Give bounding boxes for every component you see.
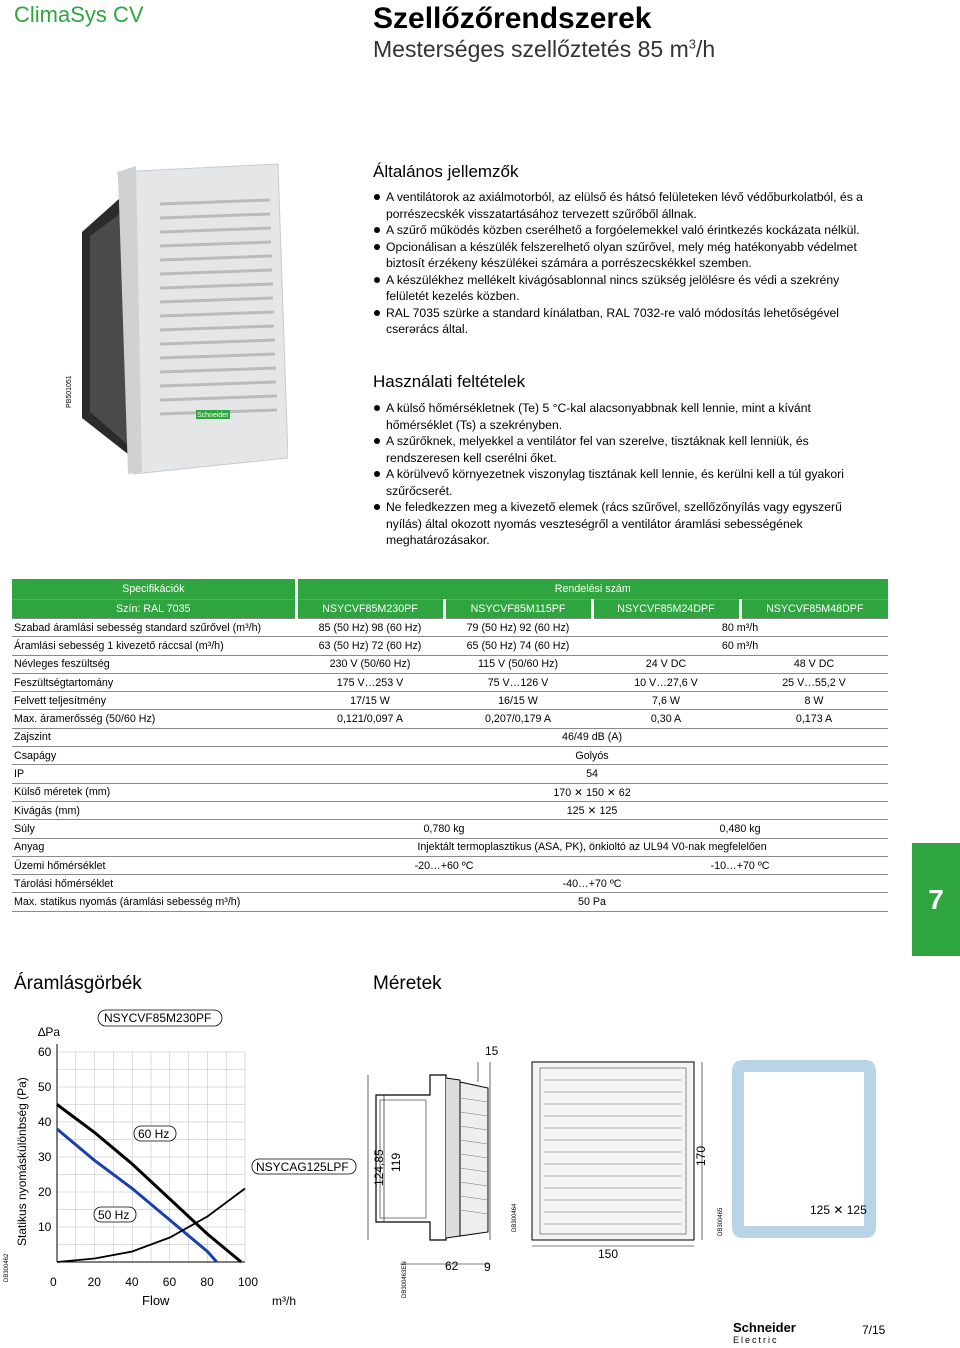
front-view-drawing xyxy=(532,1062,702,1246)
table-row xyxy=(12,856,888,874)
table-row xyxy=(12,637,888,655)
dim-62: 62 xyxy=(445,1259,459,1273)
dim-9: 9 xyxy=(484,1260,491,1274)
row-value: 79 (50 Hz) 92 (60 Hz) xyxy=(444,619,592,637)
table-row xyxy=(12,619,888,637)
row-value: 17/15 W xyxy=(296,692,444,710)
dim-15: 15 xyxy=(485,1044,499,1058)
footer-logo: Schneider Electric xyxy=(733,1320,796,1345)
side-view-drawing xyxy=(368,1062,490,1264)
label-50hz: 50 Hz xyxy=(98,1208,130,1222)
list-item: A ventilátorok az axiálmotorból, az elülső és hátsó felületeken lévő védőburkolatból, és a porrészecskék visszatartásához tervezett szűrőből állnak. xyxy=(373,189,873,222)
row-value: 0,30 A xyxy=(592,710,740,728)
row-label: Külső méretek (mm) xyxy=(12,783,296,801)
page-number: 7/15 xyxy=(862,1323,886,1337)
y-tick-label: 20 xyxy=(38,1185,52,1199)
chart-ref: DB300462 xyxy=(4,1253,10,1282)
row-label: Feszültségtartomány xyxy=(12,673,296,691)
row-label: Max. áramerősség (50/60 Hz) xyxy=(12,710,296,728)
table-row xyxy=(12,783,888,801)
row-value: 75 V…126 V xyxy=(444,673,592,691)
y-tick-label: 30 xyxy=(38,1150,52,1164)
row-value: 0,121/0,097 A xyxy=(296,710,444,728)
list-item: A szűrő működés közben cserélhető a forgóelemekkel való érintkezés kockázata nélkül. xyxy=(373,222,873,239)
model-header: NSYCVF85M48DPF xyxy=(740,600,888,619)
row-value: -40…+70 ºC xyxy=(296,875,888,893)
y-tick-label: 50 xyxy=(38,1080,52,1094)
curves-heading: Áramlásgörbék xyxy=(14,973,142,994)
dim-150: 150 xyxy=(598,1247,619,1261)
section-tab: 7 xyxy=(912,843,960,956)
x-unit: m³/h xyxy=(272,1294,296,1308)
table-row xyxy=(12,673,888,691)
row-value: 24 V DC xyxy=(592,655,740,673)
row-value: 0,780 kg xyxy=(296,820,592,838)
table-row xyxy=(12,838,888,856)
row-value: 125 ✕ 125 xyxy=(296,801,888,819)
general-heading: Általános jellemzők xyxy=(373,162,519,181)
y-tick-label: 60 xyxy=(38,1045,52,1059)
table-row xyxy=(12,820,888,838)
label-60hz: 60 Hz xyxy=(138,1127,170,1141)
table-row xyxy=(12,728,888,746)
model-tag: NSYCVF85M230PF xyxy=(104,1011,212,1025)
dim-ref-1: DB300463EN xyxy=(402,1261,408,1298)
row-value: 115 V (50/60 Hz) xyxy=(444,655,592,673)
row-value: 7,6 W xyxy=(592,692,740,710)
row-value: -10…+70 ºC xyxy=(592,856,888,874)
row-label: Szabad áramlási sebesség standard szűrővel (m³/h) xyxy=(12,619,296,637)
row-value: 0,173 A xyxy=(740,710,888,728)
row-label: IP xyxy=(12,765,296,783)
row-label: Zajszint xyxy=(12,728,296,746)
row-value: 175 V…253 V xyxy=(296,673,444,691)
row-label: Üzemi hőmérséklet xyxy=(12,856,296,874)
list-item: Opcionálisan a készülék felszerelhető olyan szűrővel, mely még hatékonyabb védelmet biztosít érzékeny készülékei számára a porrészecskékkel szemben. xyxy=(373,239,873,272)
table-row xyxy=(12,801,888,819)
order-header: Rendelési szám xyxy=(296,579,888,600)
table-row xyxy=(12,692,888,710)
row-value: 63 (50 Hz) 72 (60 Hz) xyxy=(296,637,444,655)
row-value: 48 V DC xyxy=(740,655,888,673)
model-header: NSYCVF85M115PF xyxy=(444,600,592,619)
row-value: 0,480 kg xyxy=(592,820,888,838)
dim-ref-3: DB300465 xyxy=(718,1207,724,1236)
color-label: Szín: RAL 7035 xyxy=(12,600,296,619)
general-list xyxy=(373,189,873,338)
row-value: 85 (50 Hz) 98 (60 Hz) xyxy=(296,619,444,637)
x-tick-label: 40 xyxy=(125,1275,139,1289)
row-value: 25 V…55,2 V xyxy=(740,673,888,691)
photo-ref: PB501051 xyxy=(66,375,73,408)
product-logo: Schneider xyxy=(197,412,229,419)
row-label: Csapágy xyxy=(12,747,296,765)
row-value: -20…+60 ºC xyxy=(296,856,592,874)
row-label: Kivágás (mm) xyxy=(12,801,296,819)
row-label: Áramlási sebesség 1 kivezető ráccsal (m³/h) xyxy=(12,637,296,655)
model-header: NSYCVF85M230PF xyxy=(296,600,444,619)
row-label: Anyag xyxy=(12,838,296,856)
row-value: 65 (50 Hz) 74 (60 Hz) xyxy=(444,637,592,655)
list-item: A készülékhez mellékelt kivágósablonnal nincs szükség jelölésre és védi a szekrény felületét kezelés közben. xyxy=(373,272,873,305)
table-row xyxy=(12,765,888,783)
spec-header: Specifikációk xyxy=(12,579,296,600)
x-tick-label: 20 xyxy=(87,1275,101,1289)
row-label: Tárolási hőmérséklet xyxy=(12,875,296,893)
row-label: Max. statikus nyomás (áramlási sebesség m³/h) xyxy=(12,893,296,911)
table-row xyxy=(12,710,888,728)
row-value: 170 ✕ 150 ✕ 62 xyxy=(296,783,888,801)
x-label: Flow xyxy=(142,1293,170,1308)
row-value: 8 W xyxy=(740,692,888,710)
table-row xyxy=(12,893,888,911)
row-value: Injektált termoplasztikus (ASA, PK), önkioltó az UL94 V0-nak megfelelően xyxy=(296,838,888,856)
row-label: Névleges feszültség xyxy=(12,655,296,673)
y-tick-label: 10 xyxy=(38,1220,52,1234)
list-item: A külső hőmérsékletnek (Te) 5 °C-kal alacsonyabbnak kell lennie, mint a kívánt hőmérséklet (Ts) a szekrényben. xyxy=(373,400,873,433)
label-grid: NSYCAG125LPF xyxy=(256,1160,349,1174)
y-label: Statikus nyomáskülönbség (Pa) xyxy=(15,1077,29,1246)
dims-heading: Méretek xyxy=(373,973,442,994)
row-value: 10 V…27,6 V xyxy=(592,673,740,691)
row-value: 50 Pa xyxy=(296,893,888,911)
row-value: 16/15 W xyxy=(444,692,592,710)
series-line xyxy=(57,1129,217,1262)
row-value: 0,207/0,179 A xyxy=(444,710,592,728)
row-value: 80 m³/h xyxy=(592,619,888,637)
table-row xyxy=(12,655,888,673)
usage-list xyxy=(373,400,873,549)
dim-124-85: 124,85 xyxy=(372,1149,386,1186)
product-photo xyxy=(78,162,288,480)
dim-125: 125 ✕ 125 xyxy=(810,1203,867,1217)
row-value: 46/49 dB (A) xyxy=(296,728,888,746)
row-value: 60 m³/h xyxy=(592,637,888,655)
x-tick-label: 80 xyxy=(200,1275,214,1289)
row-value: Golyós xyxy=(296,747,888,765)
y-tick-label: 40 xyxy=(38,1115,52,1129)
dimension-drawings xyxy=(360,1000,910,1300)
spec-table xyxy=(12,579,888,912)
list-item: RAL 7035 szürke a standard kínálatban, RAL 7032-re való módosítás lehetőségével cserərács által. xyxy=(373,305,873,338)
table-row xyxy=(12,875,888,893)
x-tick-label: 0 xyxy=(50,1275,57,1289)
list-item: Ne feledkezzen meg a kivezető elemek (rács szűrővel, szellőzőnyílás vagy egyszerű nyílás) által okozott nyomás veszteségről a ventilátor áramlási sebességének meghatározásakor. xyxy=(373,499,873,549)
x-tick-label: 60 xyxy=(162,1275,177,1289)
y-unit: ∆Pa xyxy=(38,1025,61,1039)
brand-name: ClimaSys CV xyxy=(14,2,144,27)
row-label: Felvett teljesítmény xyxy=(12,692,296,710)
table-row xyxy=(12,747,888,765)
page-title: Szellőzőrendszerek xyxy=(373,2,652,35)
flow-chart xyxy=(0,1000,360,1320)
row-label: Súly xyxy=(12,820,296,838)
dim-119: 119 xyxy=(389,1152,403,1172)
model-header: NSYCVF85M24DPF xyxy=(592,600,740,619)
list-item: A körülvevő környezetnek viszonylag tisztának kell lennie, és kerülni kell a túl gyakori szűrőcserét. xyxy=(373,466,873,499)
row-value: 230 V (50/60 Hz) xyxy=(296,655,444,673)
dim-170: 170 xyxy=(694,1145,708,1166)
usage-heading: Használati feltételek xyxy=(373,372,526,391)
dim-ref-2: DB300464 xyxy=(512,1203,518,1232)
page-subtitle: Mesterséges szellőztetés 85 $m^3/h$ xyxy=(373,36,716,62)
list-item: A szűrőknek, melyekkel a ventilátor fel van szerelve, tisztáknak kell lenniük, és rendszeresen kell cserélni őket. xyxy=(373,433,873,466)
row-value: 54 xyxy=(296,765,888,783)
x-tick-label: 100 xyxy=(238,1275,259,1289)
